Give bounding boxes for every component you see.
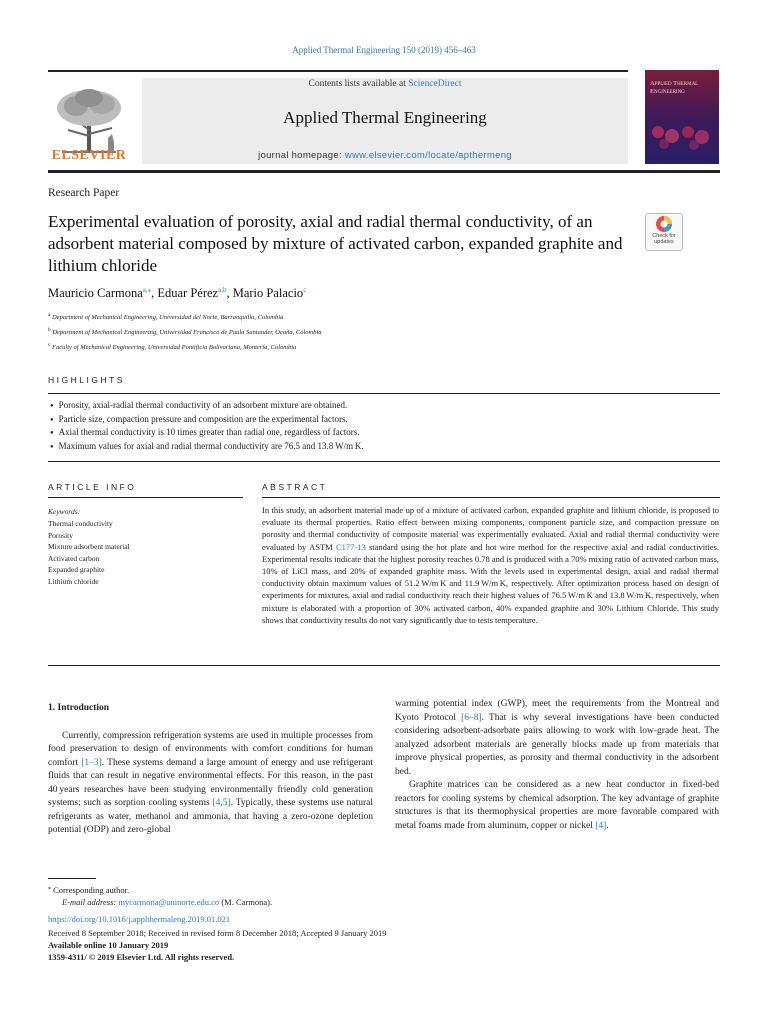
author-affil-marker[interactable]: c: [303, 286, 307, 294]
crossmark-badge[interactable]: [645, 213, 683, 251]
journal-title: Applied Thermal Engineering: [283, 108, 487, 127]
body-column-right: [395, 698, 719, 833]
author-name[interactable]: Eduar Pérez: [157, 286, 219, 301]
keyword: Mixture adsorbent material: [48, 542, 130, 551]
citation-link[interactable]: [6–8]: [461, 712, 482, 723]
highlight-item: ● Particle size, compaction pressure and composition are the experimental factors.: [50, 414, 364, 428]
author-list: Mauricio Carmona$^{a,⁎}$, Eduar Pérez$^{a,b}$, Mario Palacio$^c$: [48, 286, 307, 301]
header-rule: [48, 70, 628, 72]
abstract-heading: ABSTRACT: [262, 482, 328, 492]
highlight-item: ● Porosity, axial-radial thermal conductivity of an adsorbent mixture are obtained.: [50, 400, 364, 414]
crossmark-label: Check for updates: [652, 233, 676, 245]
highlights-list: [50, 400, 364, 454]
contents-line: Contents lists available at ScienceDirect: [308, 79, 462, 89]
author-name[interactable]: Mario Palacio: [232, 286, 304, 301]
footnotes: [48, 882, 272, 908]
corresponding-author-note: ⁎ Corresponding author.: [48, 884, 130, 895]
astm-standard-link[interactable]: C177-13: [335, 541, 366, 552]
received-dates: Received 8 September 2018; Received in revised form 8 December 2018; Accepted 9 January 2019: [48, 928, 387, 938]
cover-pattern: [648, 122, 716, 152]
highlight-item: ● Maximum values for axial and radial thermal conductivity are 76.5 and 13.8 W/m K.: [50, 441, 364, 455]
section-rule: [48, 497, 243, 498]
publisher-wordmark: ELSEVIER: [51, 148, 127, 163]
section-rule: [48, 665, 720, 666]
header-rule-bottom: [48, 170, 720, 173]
affiliation: $^a$ Department of Mechanical Engineering, Universidad del Norte, Barranquilla, Colombia: [48, 312, 284, 322]
paragraph: Graphite matrices can be considered as a new heat conductor in fixed-bed reactors for cooling systems by chemical adsorption. The key advantage of graphite structures is that its thermophysical properties are more favorable compared with metal foams made from aluminum, copper or nickel [4].: [395, 780, 719, 831]
body-column-left: [48, 702, 373, 838]
citation-link[interactable]: [4,5]: [212, 798, 231, 808]
section-heading-introduction: 1. Introduction: [48, 703, 110, 713]
author-affil-marker[interactable]: a,b: [218, 286, 227, 294]
affiliation: $^c$ Faculty of Mechanical Engineering, Universidad Pontificia Bolivariana, Montería, Colombia: [48, 342, 297, 352]
homepage-link[interactable]: www.elsevier.com/locate/apthermeng: [344, 150, 512, 161]
crossmark-icon: [646, 214, 682, 234]
keyword: Expanded graphite: [48, 565, 105, 574]
highlights-heading: HIGHLIGHTS: [48, 375, 125, 385]
affiliation: $^b$ Department of Mechanical Engineering, Universidad Francisco de Paula Santander, Ocaña, Colombia: [48, 327, 322, 337]
section-rule: [262, 497, 720, 498]
journal-reference[interactable]: Applied Thermal Engineering 150 (2019) 456–463: [292, 45, 476, 55]
citation-link[interactable]: [1–3]: [81, 757, 102, 768]
highlight-item: ● Axial thermal conductivity is 10 times greater than radial one, regardless of factors.: [50, 427, 364, 441]
article-type: Research Paper: [48, 187, 120, 199]
section-rule: [48, 393, 720, 394]
doi-link[interactable]: https://doi.org/10.1016/j.applthermaleng.2019.01.021: [48, 914, 231, 924]
article-dates: [48, 927, 386, 963]
online-date: Available online 10 January 2019: [48, 940, 169, 950]
keyword: Porosity: [48, 530, 74, 540]
paragraph: warming potential index (GWP), meet the requirements from the Montreal and Kyoto Protocol [6–8]. That is why several investigations have been conducted considering adsorbent-adsorbate pairs allowing to work with low-grade heat. The analyzed adsorbent materials are generally blocks made up from materials that improve physical properties, as porosity and thermal conductivity in the adsorbent bed.: [395, 699, 719, 777]
keyword: Activated carbon: [48, 553, 100, 563]
journal-homepage: journal homepage: www.elsevier.com/locate/apthermeng: [258, 150, 512, 161]
email-note: E-mail address: mycarmona@uninorte.edu.co (M. Carmona).: [62, 896, 273, 907]
affiliations: [48, 309, 322, 354]
copyright-line: 1359-4311/ © 2019 Elsevier Ltd. All rights reserved.: [48, 952, 235, 962]
email-link[interactable]: mycarmona@uninorte.edu.co: [118, 896, 220, 907]
sciencedirect-link[interactable]: ScienceDirect: [408, 79, 462, 89]
keywords-list: [48, 518, 130, 587]
keyword: Thermal conductivity: [48, 519, 113, 528]
section-rule: [48, 461, 720, 462]
keyword: Lithium chloride: [48, 576, 99, 586]
author-name[interactable]: Mauricio Carmona: [48, 286, 143, 301]
article-title: Experimental evaluation of porosity, axial and radial thermal conductivity, of an adsorbent material composed by mixture of activated carbon, expanded graphite and lithium chloride: [48, 212, 623, 275]
author-affil-marker[interactable]: a,⁎: [142, 286, 152, 294]
keywords-label: Keywords:: [48, 507, 81, 516]
citation-link[interactable]: [4]: [595, 820, 607, 831]
cover-title: Applied Thermal Engineering: [650, 80, 699, 95]
footnote-rule: [48, 878, 96, 879]
paragraph: Currently, compression refrigeration systems are used in multiple processes from food preservation to design of environments with comfort conditions for human comfort [1–3]. These systems demand a large amount of energy and use refrigerant fluids that can result in negative environmental effects. For this reason, in the past 40 years researches have been studying environmentally friendly cold generation systems; such as sorption cooling systems [4,5]. Typically, these systems use natural refrigerants as water, methanol and ammonia, that having a zero-ozone depletion potential (ODP) and zero-global: [48, 730, 373, 835]
article-info-heading: ARTICLE INFO: [48, 482, 137, 492]
abstract-text: In this study, an adsorbent material made up of a mixture of activated carbon, expanded graphite and lithium chloride, is proposed to evaluate its thermal properties. Ratio effect between mixing components, component particle size, and compaction pressure on porosity and thermal conductivity of composite material was experimentally evaluated. Axial and radial thermal conductivity were evaluated by ASTM C177-13 standard using the hot plate and hot wire method for the respective axial and radial conductivities. Experimental results indicate that the highest porosity reaches 0.78 and is produced with a 70% mixing ratio of activated carbon mass, 10% of LiCl mass, and 20% of expanded graphite mass. With the levels used in experimental design, axial and radial thermal conductivity obtain maximum values of 51.2 W/m K and 11.9 W/m K, respectively. After optimization process based on design of experiments for mixtures, axial and radial conductivity reach their highest values of 76.5 W/m K and 13.8 W/m K, respectively, when mixture is elaborated with a proportion of 30% activated carbon, 40% expanded graphite and 30% Lithium Chloride. This study shows that conductivity results do not vary significantly due to tests temperature.: [262, 505, 719, 625]
